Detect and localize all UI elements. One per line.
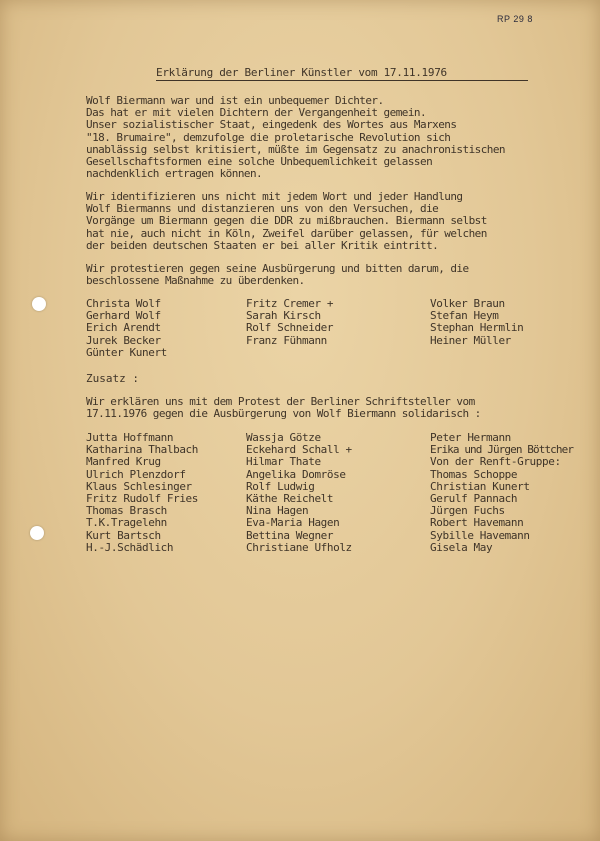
paragraph-line: Wir identifizieren uns nicht mit jedem Wort und jeder Handlung xyxy=(86,190,463,203)
paragraph-line: unablässig selbst kritisiert, müßte im Gegensatz zu anachronistischen xyxy=(86,142,506,156)
addendum-paragraph xyxy=(86,396,598,420)
signatory-name: Rolf Ludwig xyxy=(246,479,315,493)
paragraph-line: Gesellschaftsformen eine solche Unbequemlichkeit gelassen xyxy=(86,155,433,169)
signatory-name: Thomas Brasch xyxy=(86,504,167,518)
paragraph-line: nachdenklich ertragen können. xyxy=(86,167,263,181)
signatory-name: Fritz Cremer + xyxy=(246,297,334,310)
signatory-name: Hilmar Thate xyxy=(246,455,321,469)
addendum-signatories-column-3 xyxy=(430,432,573,554)
signatory-name: Rolf Schneider xyxy=(246,321,334,335)
paragraph-line: Wir protestieren gegen seine Ausbürgerung und bitten darum, die xyxy=(86,262,469,275)
signatory-name: Erika und Jürgen Böttcher xyxy=(430,443,574,457)
signatory-name: Sybille Havemann xyxy=(430,528,530,542)
paragraph-line: Wolf Biermann war und ist ein unbequemer Dichter. xyxy=(86,94,384,107)
document-title: Erklärung der Berliner Künstler vom 17.11.1976 xyxy=(156,66,528,81)
signatory-name: Gisela May xyxy=(430,540,493,554)
signatory-name: Jürgen Fuchs xyxy=(430,504,505,518)
signatory-name: Eva-Maria Hagen xyxy=(246,516,340,530)
signatory-name: Stefan Heym xyxy=(430,309,499,323)
signatory-name: Christiane Ufholz xyxy=(246,540,352,554)
signatory-name: Erich Arendt xyxy=(86,321,161,335)
signatory-name: Jurek Becker xyxy=(86,333,161,347)
paragraph-line: Vorgänge um Biermann gegen die DDR zu mißbrauchen. Biermann selbst xyxy=(86,214,487,228)
punch-hole-upper xyxy=(32,297,46,311)
signatory-name: Christa Wolf xyxy=(86,297,161,310)
signatory-name: Jutta Hoffmann xyxy=(86,431,174,444)
signatory-name: Peter Hermann xyxy=(430,431,511,444)
addendum-label: Zusatz : xyxy=(86,372,139,385)
signatory-name: Angelika Domröse xyxy=(246,467,346,481)
signatories-column-1 xyxy=(86,298,167,359)
paragraph-line: 17.11.1976 gegen die Ausbürgerung von Wolf Biermann solidarisch : xyxy=(86,407,481,421)
signatory-name: Ulrich Plenzdorf xyxy=(86,467,186,481)
signatory-name: Franz Fühmann xyxy=(246,333,327,347)
paragraph-line: der beiden deutschen Staaten er bei aller Kritik eintritt. xyxy=(86,238,439,252)
paragraph-line: "18. Brumaire", demzufolge die proletarische Revolution sich xyxy=(86,130,451,144)
signatory-name: Sarah Kirsch xyxy=(246,309,321,323)
signatory-name: Klaus Schlesinger xyxy=(86,479,192,493)
signatory-name: Stephan Hermlin xyxy=(430,321,524,335)
signatory-name: Manfred Krug xyxy=(86,455,161,469)
signatory-name: T.K.Tragelehn xyxy=(86,516,167,530)
signatory-name: Nina Hagen xyxy=(246,504,309,518)
signatory-name: H.-J.Schädlich xyxy=(86,540,174,554)
signatory-name: Bettina Wegner xyxy=(246,528,334,542)
signatory-name: Fritz Rudolf Fries xyxy=(86,492,199,506)
paragraph-2 xyxy=(86,191,598,252)
paragraph-line: Wolf Biermanns und distanzieren uns von den Versuchen, die xyxy=(86,202,439,216)
paragraph-3 xyxy=(86,263,598,287)
paragraph-line: Wir erklären uns mit dem Protest der Berliner Schriftsteller vom xyxy=(86,395,475,408)
signatory-name: Volker Braun xyxy=(430,297,505,310)
paragraph-line: hat nie, auch nicht in Köln, Zweifel darüber gelassen, für welchen xyxy=(86,226,487,240)
signatory-name: Christian Kunert xyxy=(430,479,530,493)
archive-reference: RP 29 8 xyxy=(497,14,533,24)
signatory-name: Thomas Schoppe xyxy=(430,467,518,481)
signatory-name: Gerulf Pannach xyxy=(430,492,518,506)
paragraph-line: Das hat er mit vielen Dichtern der Vergangenheit gemein. xyxy=(86,106,427,120)
addendum-signatories-column-1 xyxy=(86,432,198,554)
signatory-name: Katharina Thalbach xyxy=(86,443,199,457)
signatory-name: Gerhard Wolf xyxy=(86,309,161,323)
punch-hole-lower xyxy=(30,526,44,540)
signatory-name: Günter Kunert xyxy=(86,345,167,359)
paragraph-1 xyxy=(86,95,598,180)
signatory-name: Von der Renft-Gruppe: xyxy=(430,455,561,469)
signatories-column-2 xyxy=(246,298,333,347)
signatories-column-3 xyxy=(430,298,523,347)
signatory-name: Robert Havemann xyxy=(430,516,524,530)
paragraph-line: beschlossene Maßnahme zu überdenken. xyxy=(86,274,305,288)
signatory-name: Eckehard Schall + xyxy=(246,443,352,457)
paragraph-line: Unser sozialistischer Staat, eingedenk des Wortes aus Marxens xyxy=(86,118,457,132)
signatory-name: Kurt Bartsch xyxy=(86,528,161,542)
signatory-name: Wassja Götze xyxy=(246,431,321,444)
signatory-name: Käthe Reichelt xyxy=(246,492,334,506)
addendum-signatories-column-2 xyxy=(246,432,352,554)
signatory-name: Heiner Müller xyxy=(430,333,511,347)
